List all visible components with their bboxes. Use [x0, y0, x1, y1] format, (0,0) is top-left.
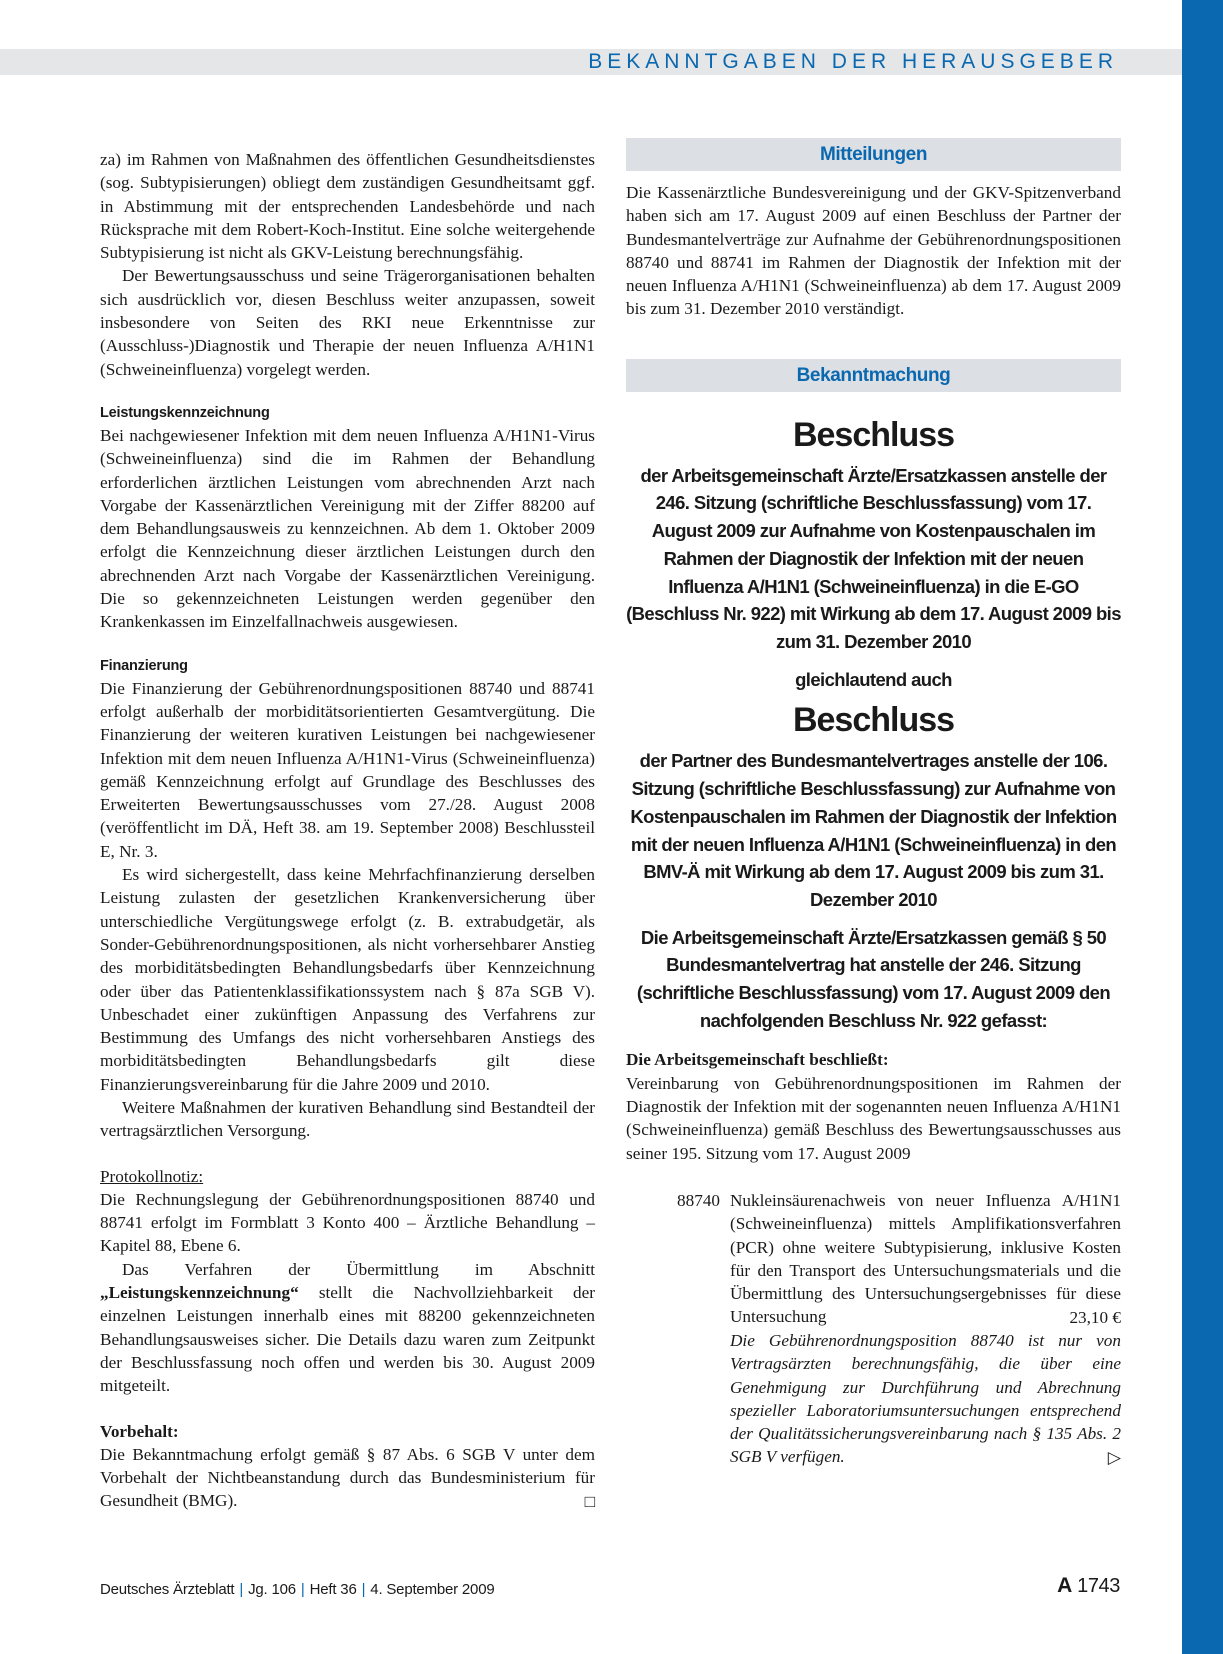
right-column — [626, 144, 1121, 1469]
continue-mark: ▷ — [1107, 1447, 1121, 1467]
text: Das Verfahren der Übermittlung im Abschnitt — [122, 1259, 595, 1279]
protokollnotiz-heading: Protokollnotiz: — [100, 1166, 204, 1186]
arbeitsgemeinschaft-statement: Die Arbeitsgemeinschaft Ärzte/Ersatzkassen gemäß § 50 Bundesmantelvertrag hat anstelle der 246. Sitzung (schriftliche Beschlussfassung) vom 17. August 2009 den nachfolgenden Beschluss Nr. 922 gefasst: — [636, 926, 1111, 1031]
fee-position-row — [626, 1189, 1121, 1469]
subheading-finanzierung: Finanzierung — [100, 657, 188, 674]
divider: | — [361, 1581, 366, 1598]
paragraph: Der Bewertungsausschuss und seine Trägerorganisationen behalten sich ausdrücklich vor, diesen Beschluss weiter anzupassen, soweit insbesondere von Seiten des RKI neue Erkenntnisse zur (Ausschluss-)Diagnostik und Therapie der neuen Influenza A/H1N1 (Schweineinfluenza) vorgelegt werden. — [100, 266, 595, 379]
issue-date: 4. September 2009 — [370, 1581, 495, 1598]
paragraph: Die Finanzierung der Gebührenordnungspositionen 88740 und 88741 erfolgt außerhalb der morbiditätsorientierten Gesamtvergütung. Die Finanzierung der weiteren kurativen Leistungen bei nachgewiesener Infektion mit dem neuen Influenza A/H1N1-Virus (Schweineinfluenza) gemäß Kennzeichnung erfolgt auf Grundlage des Beschlusses des Erweiterten Bewertungsausschusses vom 27./28. August 2008 (veröffentlicht im DÄ, Heft 38. am 19. September 2008) Beschlussteil E, Nr. 3. — [100, 678, 595, 861]
page-number-value: 1743 — [1077, 1575, 1120, 1597]
section-header — [0, 49, 1182, 75]
paragraph: Es wird sichergestellt, dass keine Mehrfachfinanzierung derselben Leistung zulasten der gesetzlichen Krankenversicherung über unterschiedliche Vergütungswege erfolgt (z. B. extrabudgetär, als Sonder-Gebührenordnungspositionen, als nicht vorhersehbarer Anstieg des morbiditätsbedingten Behandlungsbedarfs über Kennzeichnung oder über das Patientenklassifikationssystem nach § 87a SGB V). Unbeschadet einer zukünftigen Anpassung des Verfahrens zur Bestimmung des Umfangs des nicht vorhersehbaren Anstiegs des morbiditätsbedingten Behandlungsbedarfs gilt diese Finanzierungsvereinbarung für die Jahre 2009 und 2010. — [100, 865, 595, 1094]
paragraph — [100, 1258, 595, 1398]
page-number — [1057, 1574, 1120, 1598]
bekanntmachung-heading: Bekanntmachung — [626, 359, 1121, 392]
fee-position-description — [730, 1189, 1121, 1329]
beschluss-subtitle: der Arbeitsgemeinschaft Ärzte/Ersatzkassen anstelle der 246. Sitzung (schriftliche Beschlussfassung) vom 17. August 2009 zur Aufnahme von Kostenpauschalen im Rahmen der Diagnostik der Infektion mit der neuen Influenza A/H1N1 (Schweineinfluenza) in die E-GO (Beschluss Nr. 922) mit Wirkung ab dem 17. August 2009 bis zum 31. Dezember 2010 — [626, 464, 1121, 652]
bold-text: „Leistungskennzeichnung“ — [100, 1283, 299, 1303]
left-column — [100, 148, 595, 1513]
issue: Heft 36 — [309, 1581, 357, 1598]
end-mark: □ — [584, 1491, 595, 1511]
beschliesst-heading: Die Arbeitsgemeinschaft beschließt: — [626, 1050, 889, 1070]
paragraph: Vereinbarung von Gebührenordnungspositionen im Rahmen der Diagnostik der Infektion mit der sogenannten neuen Influenza A/H1N1 (Schweineinfluenza) gemäß Beschluss des Bewertungsausschusses aus seiner 195. Sitzung vom 17. August 2009 — [626, 1073, 1121, 1163]
description: Nukleinsäurenachweis von neuer Influenza A/H1N1 (Schweineinfluenza) mittels Amplifikationsverfahren (PCR) ohne weitere Subtypisierung, inklusive Kosten für den Transport des Untersuchungsmaterials und die Übermittlung des Untersuchungsergebnisses für diese Untersuchung — [730, 1190, 1121, 1327]
footer-citation — [100, 1581, 495, 1598]
divider: | — [300, 1581, 305, 1598]
fee-price: 23,10 € — [1069, 1307, 1121, 1327]
paragraph: Bei nachgewiesener Infektion mit dem neuen Influenza A/H1N1-Virus (Schweineinfluenza) sind die im Rahmen der Behandlung erforderlichen ärztlichen Leistungen vom abrechnenden Arzt nach Vorgabe der Kassenärztlichen Vereinigung mit der Ziffer 88200 auf dem Behandlungsausweis zu kennzeichnen. Ab dem 1. Oktober 2009 erfolgt die Kennzeichnung dieser ärztlichen Leistungen durch den abrechnenden Arzt nach Vorgabe der Kassenärztlichen Vereinigung. Die so gekennzeichneten Leistungen werden gegenüber den Krankenkassen im Einzelfallnachweis ausgewiesen. — [100, 425, 595, 632]
fee-position-number: 88740 — [677, 1190, 720, 1210]
paragraph: za) im Rahmen von Maßnahmen des öffentlichen Gesundheitsdienstes (sog. Subtypisierungen) obliegt dem zuständigen Gesundheitsamt ggf. in Abstimmung mit der entsprechenden Landesbehörde und nach Rücksprache mit dem Robert-Koch-Institut. Eine solche weitergehende Subtypisierung ist nicht als GKV-Leistung berechnungsfähig. — [100, 150, 595, 263]
gleichlautend-text: gleichlautend auch — [795, 668, 952, 690]
divider: | — [239, 1581, 244, 1598]
section-title: BEKANNTGABEN DER HERAUSGEBER — [588, 50, 1118, 73]
subheading-leistungskennzeichnung: Leistungskennzeichnung — [100, 404, 270, 421]
beschluss-subtitle: der Partner des Bundesmantelvertrages anstelle der 106. Sitzung (schriftliche Beschlussfassung) zur Aufnahme von Kostenpauschalen im Rahmen der Diagnostik der Infektion mit der neuen Influenza A/H1N1 (Schweineinfluenza) in den BMV-Ä mit Wirkung ab dem 17. August 2009 bis zum 31. Dezember 2010 — [630, 750, 1117, 910]
fee-position-note: Die Gebührenordnungsposition 88740 ist nur von Vertragsärzten berechnungsfähig, die über eine Genehmigung zur Durchführung und Abrechnung spezieller Laboratoriumsuntersuchungen entsprechend der Qualitätssicherungsvereinbarung nach § 135 Abs. 2 SGB V verfügen. — [730, 1331, 1121, 1467]
accent-sidebar-strip — [1182, 0, 1223, 1654]
fee-position-body — [730, 1189, 1121, 1469]
volume: Jg. 106 — [248, 1581, 296, 1598]
mitteilungen-heading: Mitteilungen — [626, 138, 1121, 171]
vorbehalt-heading: Vorbehalt: — [100, 1421, 179, 1441]
beschluss-title: Beschluss — [792, 701, 955, 740]
paragraph: Weitere Maßnahmen der kurativen Behandlung sind Bestandteil der vertragsärztlichen Versorgung. — [100, 1097, 595, 1141]
paragraph: Die Rechnungslegung der Gebührenordnungspositionen 88740 und 88741 erfolgt im Formblatt 3 Konto 400 – Ärztliche Behandlung – Kapitel 88, Ebene 6. — [100, 1189, 595, 1256]
paragraph: Die Kassenärztliche Bundesvereinigung und der GKV-Spitzenverband haben sich am 17. August 2009 auf einen Beschluss der Partner der Bundesmantelverträge zur Aufnahme der Gebührenordnungspositionen 88740 und 88741 im Rahmen der Diagnostik der Infektion mit der neuen Influenza A/H1N1 (Schweineinfluenza) ab dem 17. August 2009 bis zum 31. Dezember 2010 verständigt. — [626, 183, 1121, 319]
paragraph: Die Bekanntmachung erfolgt gemäß § 87 Abs. 6 SGB V unter dem Vorbehalt der Nichtbeanstandung durch das Bundesministerium für Gesundheit (BMG). — [100, 1444, 595, 1511]
beschluss-title: Beschluss — [792, 415, 955, 454]
text: stellt die Nachvollziehbarkeit der einzelnen Leistungen innerhalb eines mit 88200 gekennzeichneten Behandlungsausweises sicher. Die Details dazu waren zum Zeitpunkt der Beschlussfassung noch offen und werden bis 30. August 2009 mitgeteilt. — [100, 1283, 595, 1396]
description-text — [730, 1189, 1121, 1329]
journal-name: Deutsches Ärzteblatt — [100, 1581, 235, 1598]
page-prefix: A — [1057, 1574, 1072, 1597]
